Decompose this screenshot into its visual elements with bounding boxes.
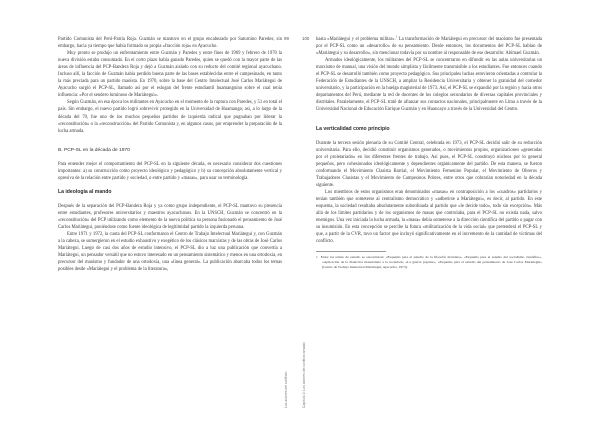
section-heading: B. PCP-SL en la década de 1970 [58,147,130,153]
page-number-left: 99 [284,36,289,41]
right-paragraph-2: Armados ideológicamente, los militantes del PCP-SL se concentraron en difundir en las aulas universitarias un marxismo de manual, una visión del mundo simplista y fácilmente transmisible a los estudiantes. Fue entonces cuando el PCP-SL se desarrolló también como proyecto pedagógico. Sus principales luchas estuvieron orientadas a controlar la Federación de Estudiantes de la UNSCH, a ampliar la Residencia Universitaria y obtener la gratuidad del comedor universitario, y la participación en la huelga magisterial de 1973. Así, el PCP-SL se expandió por la región y hacia otros departamentos del Perú, mediante la red de docentes de los colegios secundarios de diversas capitales provinciales y distritales. Paralelamente, el PCP-SL trató de afianzar sus contactos nacionales, principalmente en Lima a través de la Universidad Nacional de Educación Enrique Guzmán y en Huancayo a través de la Universidad del Centro. [316,58,542,113]
right-subsection-paragraph-1: Durante la tercera sesión plenaria de su Comité Central, celebrada en 1973, el PCP-SL decidió salir de su reducción universitaria. Para ello, decidió constituir organismos generados, o movimientos propios, organizaciones «generadas por el proletariado» en los diferentes frentes de trabajo. Así pues, el PCP-SL constituyó núcleos por lo general pequeños, pero cohesionados ideológicamente y dependientes orgánicamente del partido. De esta manera, se fueron conformando el Movimiento Clasista Barrial, el Movimiento Femenino Popular, el Movimiento de Obreros y Trabajadores Clasistas y el Movimiento de Campesinos Pobres, entre otros que cobrarían notoriedad en la década siguiente. [316,140,542,188]
left-subsection-paragraph-2: Entre 1971 y 1972, la cuota del PCP-SL conformaron el Centro de Trabajo Intelectual Mariátegui y, con Guzmán a la cabeza, se sumergieron en el estudio exhaustivo y exegético de los clásicos marxistas y de las obras de José Carlos Mariátegui. Luego de casi dos años de estudio intensivo, el PCP-SL dio a luz una publicación que convertía a Mariátegui, un pensador versátil que no estuvo interesado en un pensamiento sistemático y menos en una ortodoxia, en precursor del maoísmo y fundador de una ortodoxia, una «línea general». La publicación abarcaba todos los temas posibles desde «Mariátegui y el problema de la literatura», [58,231,282,273]
running-head-right: Capítulo 2: Los actores del conflicto armado [302,341,306,408]
right-paragraph-1-text: hasta «Mariátegui y el problema militar». [316,37,396,42]
right-page [316,36,542,270]
footnote-reference: 1 [395,34,398,39]
gutter-right [302,36,310,416]
left-paragraph-2: Muy pronto se produjo un enfrentamiento entre Guzmán y Paredes y entre fines de 1969 y febrero de 1970 la nueva división estaba consumada. En el corto plazo había ganado Paredes, quien se quedó con la mayor parte de las áreas de influencia del PCP-Bandera Roja y dejó a Guzmán aislado con su reducto del comité regional ayacuchano. Incluso allí, la facción de Guzmán había perdido buena parte de las bases establecidas entre el campesinado, en tanto la más preciada para un partido maoísta. En 1970, sobre la base del Centro Intelectual José Carlos Mariátegui de Ayacucho surgió el PCP-SL, llamado así por el eslogan del frente estudiantil huamanguino sobre el cual tenía influencia: «Por el sendero luminoso de Mariátegui». [58,51,282,99]
running-head-left: Los actores del conflicto [284,371,288,408]
footnote [316,255,542,270]
left-subsection-paragraph-1: Después de la separación del PCP-Bandera Roja y ya como grupo independiente, el PCP-SL mantuvo su presencia entre estudiantes, profesores universitarios y maestros ayacuchanos. En la UNSCH, Guzmán se concentró en la «reconstitución» del PCP utilizando como elemento de la nueva política su persona fusionado el pensamiento de José Carlos Mariátegui, poniéndose como fuente ideológica de legitimidad partido la izquierda peruana. [58,203,282,230]
subheading-ideologia: La ideología al mando [58,188,112,195]
left-page [58,36,282,273]
page-number-right: 100 [302,36,310,41]
footnote-text: Entre los temas de estudio se encontraron: «Esquema para el estudio de la filosofía marxista», «Esquema para el estudio del socialismo científico», «Aplicación de la dialéctica materialista a la sociedad», «La guerra popular», «Esquema para el estudio del pensamiento de José Carlos Mariátegui» (Centro de Trabajo Intelectual Mariátegui, Ayacucho, 1973). [320,255,542,270]
right-paragraph-1-cont: La transformación de Mariátegui en precursor del maoísmo fue presentada por el PCP-SL como un «desarrollo» de su pensamiento. Desde entonces, los documentos del PCP-SL hablan de «Mariátegui y su desarrollo», sin mencionar todavía por su nombre al responsable de ese desarrollo: Abimael Guzmán. [316,37,542,57]
gutter-left [284,36,292,416]
footnote-number: 1 [316,255,318,260]
left-paragraph-1: Partido Comunista del Perú-Patria Roja. Guzmán se mantuvo en el grupo encabezado por Saturnino Paredes; sin embargo, hacia ya tiempo que había formado su propia «fracción roja» en Ayacucho. [58,37,282,50]
subheading-verticalidad: La verticalidad como principio [316,125,390,132]
section-intro: Para entender mejor el comportamiento del PCP-SL en la siguiente década, es necesario considerar dos cuestiones importantes: a) su construcción como proyecto ideológico y pedagógico y b) su concepción absolutamente vertical y opresiva de la relación entre partido y sociedad, o entre partido y «masas», para usar su terminología. [58,161,282,181]
right-subsection-paragraph-2: Los miembros de estos organismos eran denominados «masas» en contraposición a los «cuadros» partidarios y tenían también que someterse al centralismo democrático y «adherirse a Mariátegui», es decir, al partido. En este esquema, la sociedad resultaba absolutamente subordinada al partido que «le decide todo», todo sin excepción». Más allá de los límites partidarios y de los organismos de masas que controlaba, para el PCP-SL no existía nada, salvo enemigos. Una vez iniciada la lucha armada, la «masa» debía someterse a la dirección científica del partido o pagar con su insumisión. En esta concepción se percibe la futura «militarización de la vida social» que pretenderá el PCP-SL y que, a partir de la CVR, tuvo un factor que incluyó significativamente en el incremento de la cantidad de víctimas del conflicto. [316,189,542,245]
left-paragraph-3: Según Guzmán, en esa época los militantes en Ayacucho en el momento de la ruptura con Paredes, y 51 en total el país. Sin embargo, el nuevo partido logró sobrevivir protegido en la Universidad de Huamanga; así, a lo largo de la década del 70, fue uno de los muchos pequeños partidos de izquierda radical que pugnaban por liderar la «reconstitución» o la «reconstrucción» del Partido Comunista y, en algunos casos, por emprender la preparación de la lucha armada. [58,100,282,134]
footnote-rule [316,251,386,252]
right-paragraph-1 [316,36,542,57]
